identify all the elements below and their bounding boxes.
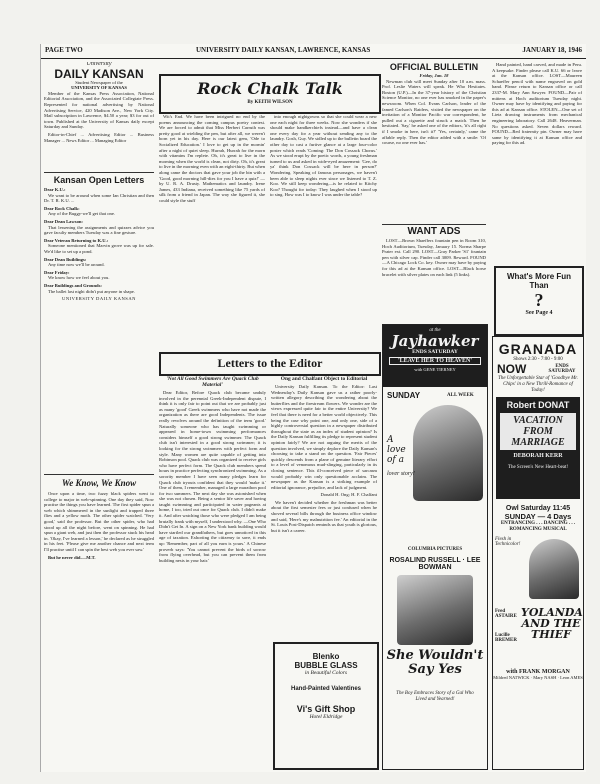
blenko-ad	[273, 642, 379, 770]
we-know-body: Once upon a time, two fuzzy black spiders went to college to major in web-spinning. One day they said, Now practise the things you have learned. The first spider spun a web which shimmered in the sunlight and trapped three flies and a yellow moth. The other spider watched. 'Very good,' said the professor. But the other spider, who had stood up all the night before, went on spinning. He had spun a giant web, and just then the professor stuck his head in. 'Okay, I've learned a lesson,' he declared as he struggled in his feet. 'Please give me another chance and next term I'll practise until I can spin the best web you ever saw.'	[44, 491, 154, 552]
gift-shop-name: Vi's Gift Shop	[296, 704, 356, 714]
bulletin-date: Friday, Jan. 18	[419, 73, 449, 78]
fun-line2: Than	[529, 281, 549, 290]
jayhawker-film2: She Wouldn't Say Yes	[386, 648, 484, 677]
rock-chalk-text-2: into enough nightgowns so that she could wear a new one each night for three weeks. Now she wonders if she should make handkerchiefs instead—and have a clean one every day for a year without sending any to the laundry. Gosh, Guy. We sidled up to the bulletin board the other day to cast a furtive glance at a large four-color poster which reads 'Coming: The Don Cossack Chorus.' As we stood erupt by the poetic words, a young freshman turned to us and asked in wide-eyed amazement: 'Gee, do ya' think Don Cossack will be here in person?' Wondering. Speaking of famous personages, we haven't been able to sleep nights ever since we listened to T. Z. Koo. We still keep wondering—is he related to Kitchy Koo? Thought for today: They laughed when I stood up to sing. How was I to know I was under the table?	[270, 114, 377, 198]
we-know-title: We Know, We Know	[61, 478, 137, 488]
granada-sunday: SUNDAY — 4 Days	[504, 512, 572, 521]
masthead-title: DAILY KANSAN	[54, 66, 144, 81]
granada-film2: YOLANDA AND THE THIEF	[521, 606, 583, 641]
film-still	[397, 575, 473, 645]
bulletin-body: Newman club will meet Sunday after 10 a.m. mass. Prof. Leslie Waters will speak. He Who Hesitates. Boston (U.P.)—In the 37-year history of the Christian Science Monitor, no one ever has smoked in the paper's newsroom. When Col. Evans Carlson, leader of the famed Carlson's Raiders, visited the newspaper on the invitation of a Monitor Pacific war correspondent, he pulled out a cigarette and struck a match. Then he hesitated. 'Say,' he asked one of the editors, 'it's all right if I smoke in here, isn't it?' 'Yes, certainly,' came the affable reply. Then the editor added with a smile: 'Of course, no one ever has.'	[382, 78, 486, 146]
granada-ends: ENDS SATURDAY	[548, 364, 576, 374]
granada-feature-box	[496, 397, 580, 499]
blenko-product: BUBBLE GLASS	[294, 661, 358, 670]
granada-features: ENTRANCING . . . DANCING . . . ROMANCING MUSICAL	[500, 521, 576, 532]
masthead-staff: Editor-in-Chief ... Advertising Editor ... Business Manager ... News Editor ... Managing Editor	[44, 131, 154, 143]
letter-b-body: University Daily Kansan. To the Editor: Last Wednesday's Daily Kansan gave us a rather poorly-written allegory describing the wondering about the butterflies and the firestream flowers. We wonder are the views expressed quite fair to the entire University? We feel that there is need for a better world objectively. This being the case why point one, and only one, side of a highly controversial question in a newspaper distributed throughout the state as an index of student opinion? Is the Daily Kansan fulfilling its pledge to represent student opinion fairly? We are not arguing the merits of the question involved, we simply deplore the Daily Kansan's choosing to take a stand on the question. 'Fair Pieces' quickly descends from a plane of genuine literary effort to a level of venomous mud-slinging, particularly in its closing sentence. This ill-conceived piece of sarcasm would probably win only questionable acclaim. The newspaper as the Kansan is a striking example of editorial ignorance, prejudice, and lack of judgment.	[271, 384, 377, 490]
fun-question-mark: ?	[534, 290, 544, 310]
jayhawker-ad	[382, 324, 488, 770]
jayhawker-allweek: ALL WEEK	[447, 393, 474, 398]
blenko-colors: in Beautiful Colors	[304, 670, 348, 676]
jayhawker-ends: ENDS SATURDAY	[412, 349, 458, 355]
official-bulletin	[382, 62, 486, 222]
rock-chalk-text-1: Wit's End. We have been intrigued no end by the poems announcing the coming campus poetry contest. We are forced to admit that Miss Herbert Carruth was pretty good at wielding the pen, but after all, we weren't born yet in his day. Here is our latest gem, 'Ode to Socialized Education.' I love to get up in the mornin' after a night of quiet sleep. Hurrah, Hurrah for the morn with vitamins I'm replete. Oh, it's great to live in the morning when the world is clean, not dirty. Oh, it's great to live in the morning even with an eight-thirty. But when along came the doctors that gave your job the bin with a 'Good, good morning hill-dies for you I have a quiz!' —by U. R. A. Drusty. Mathematics and laundry. Irene James, 433 Indiana, received something like 75 yards of silk from a friend in Japan. The way she figured it, she could style the stuff	[159, 114, 265, 203]
page-number: PAGE TWO	[45, 46, 83, 54]
jayhawker-tag3: The Boy Embraces Story of a Gal Who Lived and Yearned!	[396, 691, 474, 702]
letter-b-headline: Ong and Chalfant Object to Editorial	[280, 376, 368, 382]
want-ads	[382, 224, 486, 321]
letters-title: Letters to the Editor	[217, 356, 323, 370]
gift-shop-location: Hotel Eldridge	[309, 714, 343, 720]
jayhawker-studio: COLUMBIA PICTURES	[407, 547, 463, 552]
right-column-body: Hand painted, hand carved, and made in Peru. A keepsake. Finder please call K.U. 66 or leave at the Kansan office. LOST—Maureen Schaeffer pencil with name engraved on gold band. Please return to Kansan office or call 2337-M. Mary Ann Sawyer. FOUND—Pair of mittens at Hoch auditorium Tuesday night. Owner may have by identifying and paying for this ad at Kansan office. STOLEN—One set of Lietz drawing instruments from mechanical engineering laboratory. Call 2648. Heaverman. No questions asked. Seven dollars reward. FOUND—Red fraternity pin. Owner may have same by identifying it at Kansan office and paying for this ad.	[492, 62, 582, 146]
rock-chalk-title: Rock Chalk Talk	[197, 79, 343, 98]
page-header	[41, 44, 586, 59]
jayhawker-sunday: SUNDAY	[387, 391, 421, 400]
rock-chalk-byline: By KEITH WILSON	[247, 100, 293, 105]
open-letter-item: Dear Rock Chalk: Any of the Buggy-we'll get that one.	[44, 205, 116, 217]
granada-name: GRANADA	[498, 341, 578, 357]
granada-yolanda	[493, 537, 583, 669]
masthead-overline: University	[86, 62, 112, 67]
we-know-article	[44, 474, 154, 769]
want-ads-body: LOST—Brown Shaeffers fountain pen in Room 310, Hoch Auditorium, Tuesday, January 15. Norma Sharpe Prater ext. Call 290. LOST—Gray Parker 'S1' fountain pen with silver cap. Finder call 3009. Reward. FOUND—A Chicago Lock Co. key. Owner may have by paying for this ad at the Kansan office. LOST—Black horse bracelet with silver plates on each link (5 links).	[382, 238, 486, 277]
open-letters	[44, 172, 154, 473]
granada-tagline: The Screen's New Heart-beat!	[507, 465, 569, 470]
open-letter-item: Dear Dean Buildings: Any time now we'll be around.	[44, 256, 105, 268]
letter-ong-chalfant	[271, 376, 377, 638]
fee-filler: We haven't decided whether the freshman was better about the first semester fees or just confused when he shoved several bills through the business office window and said, 'Here's my malnutrition fee.' An editorial in the St. Louis Post-Dispatch reminds us that youth is glorious, but it isn't a career.	[271, 499, 377, 533]
letter-b-signature: Donald H. Ong; H. F. Chalfant	[320, 492, 377, 498]
jayhawker-with: with GENE TIERNEY	[414, 367, 456, 372]
rock-chalk-column-2	[270, 114, 377, 350]
granada-with: with FRANK MORGAN	[506, 669, 570, 675]
fun-see-page: See Page 4	[525, 310, 553, 316]
granada-bremer: Lucille BREMER	[495, 633, 517, 643]
letter-a-body: Dear Editor, Before Quack club became unduly involved in the perennial Greek-Independent dispute, I think it is only fair to point out that we are probably just as many 'good' Greek swimmers who have not made the organization as there are good Independents. The issue really revolves around the definition of the term 'good.' Naturally someone who has taught swimming or appeared in home-town swimming performances considers himself a good strong swimmer. The Quack club isn't interested in a good strong swimmer; it is looking for the strong swimmers with perfect form and style. Many women are quite capable of getting into Robinson pool. Quack club was organized to receive girls who have perfect form. The Quack club members spend hours in practice perfecting synchronized swimming. As a sorority member I have seen many pledges learn for Quack club tryouts confident that they would 'make it.' One of them, I remember, managed a large marathon pool for two summers. The next day she was astonished when she was not chosen. Being a senior life saver and having taught swimming and participated in water pageants at home, I too, tried out once for Quack club. I didn't make it. And after watching those who were pledged I am being brutally frank with myself, I understood why. —One Who Didn't Get In. A sign on a New York bank building would have startled our grandfathers, but goes unnoticed in this age of taxation. Exhorting the citizenry to save, it ends up: 'Remember, part of all you earn is yours.' A Chinese proverb says: 'You cannot prevent the birds of sorrow from flying overhead, but you can prevent them from building nests in your hair.'	[159, 390, 266, 563]
actress-photo	[413, 405, 483, 501]
granada-cast: Mildred NATWICK · Mary NASH · Leon AMES	[493, 675, 583, 680]
jayhawker-stars: ROSALIND RUSSELL · LEE BOWMAN	[389, 557, 481, 571]
newspaper-page	[40, 44, 586, 772]
want-ads-title: WANT ADS	[407, 226, 461, 237]
we-know-signoff: But he never did.—M.T.	[48, 554, 96, 560]
granada-showtimes: Shows 2:30 - 7:00 - 9:00	[513, 357, 563, 362]
granada-now: NOW	[497, 362, 527, 376]
granada-ad	[492, 336, 584, 770]
letters-banner	[159, 352, 381, 376]
jayhawker-at-the: at the	[429, 328, 441, 333]
open-letter-item: Dear K.U.: We want to be around when some Ian Christian and then Dr. T. R. K.U. ...	[44, 187, 154, 204]
granada-astaire: Fred ASTAIRE	[495, 609, 517, 619]
masthead-sub2: UNIVERSITY OF KANSAS	[71, 85, 127, 91]
jayhawker-header	[383, 325, 487, 387]
whats-more-fun-ad	[494, 266, 584, 336]
blenko-valentines: Hand-Painted Valentines	[290, 686, 362, 692]
jayhawker-tag1: A love of a	[387, 435, 406, 465]
jayhawker-tag2: lover story!	[387, 471, 415, 477]
letter-a-headline: 'Not All Good Swimmers Are Quack Club Material'	[166, 376, 259, 388]
letter-quack-club	[159, 376, 266, 768]
paper-name: UNIVERSITY DAILY KANSAN, LAWRENCE, KANSAS	[196, 46, 371, 54]
fun-line1: What's More Fun	[506, 272, 572, 281]
bulletin-title: OFFICIAL BULLETIN	[389, 62, 479, 72]
open-letters-title: Kansan Open Letters	[53, 175, 145, 185]
actor-photo	[529, 539, 579, 599]
open-letter-item: Dear Veteran Returning to K.U.: Someone mentioned that Marvin grove was up for sale. We'd like to set up a pond.	[44, 237, 154, 254]
granada-desc: The Unforgettable Star of 'Goodbye Mr. Chips' in a New Thrill-Romance of Today!	[498, 376, 578, 393]
jayhawker-film: 'LEAVE HER TO HEAVEN'	[389, 357, 481, 365]
masthead-sub1: Student Newspaper of the	[75, 79, 123, 85]
open-letter-item: Dear Friday: We know how we feel about you.	[44, 269, 110, 281]
granada-star: Robert DONAT	[506, 400, 570, 410]
masthead-body: Member of the Kansas Press Association, National Editorial Association, and the Associated Collegiate Press. Represented for national advertising by National Advertising Service, 420 Madison Ave., New York City. Mail subscription in Lawrence, $4.50 a year; $3 for out of town. Published at the University of Kansas daily except Saturday and Sunday.	[44, 90, 154, 130]
granada-film: VACATION FROM MARRIAGE	[500, 413, 576, 450]
masthead	[44, 62, 154, 170]
blenko-brand: Blenko	[312, 652, 340, 661]
open-letters-signoff: UNIVERSITY DAILY KANSAN	[62, 296, 136, 302]
open-letter-item: Dear Buildings and Grounds: The ballet last night didn't put anyone in shape.	[44, 282, 135, 294]
granada-costar: DEBORAH KERR	[513, 453, 563, 459]
open-letter-item: Dear Dean Lawson: That lessening the assignments and quizzes advice you gave faculty members Tuesday was a fine gesture.	[44, 218, 154, 236]
granada-technicolor: Flesh in Technicolor!	[495, 537, 521, 547]
jayhawker-name: Jayhawker	[391, 332, 479, 350]
right-want-ads	[492, 62, 582, 262]
granada-owl-show: Owl Saturday 11:45	[505, 505, 571, 512]
rock-chalk-banner	[159, 74, 381, 114]
rock-chalk-column-1	[159, 114, 265, 350]
issue-date: JANUARY 18, 1946	[522, 46, 582, 54]
